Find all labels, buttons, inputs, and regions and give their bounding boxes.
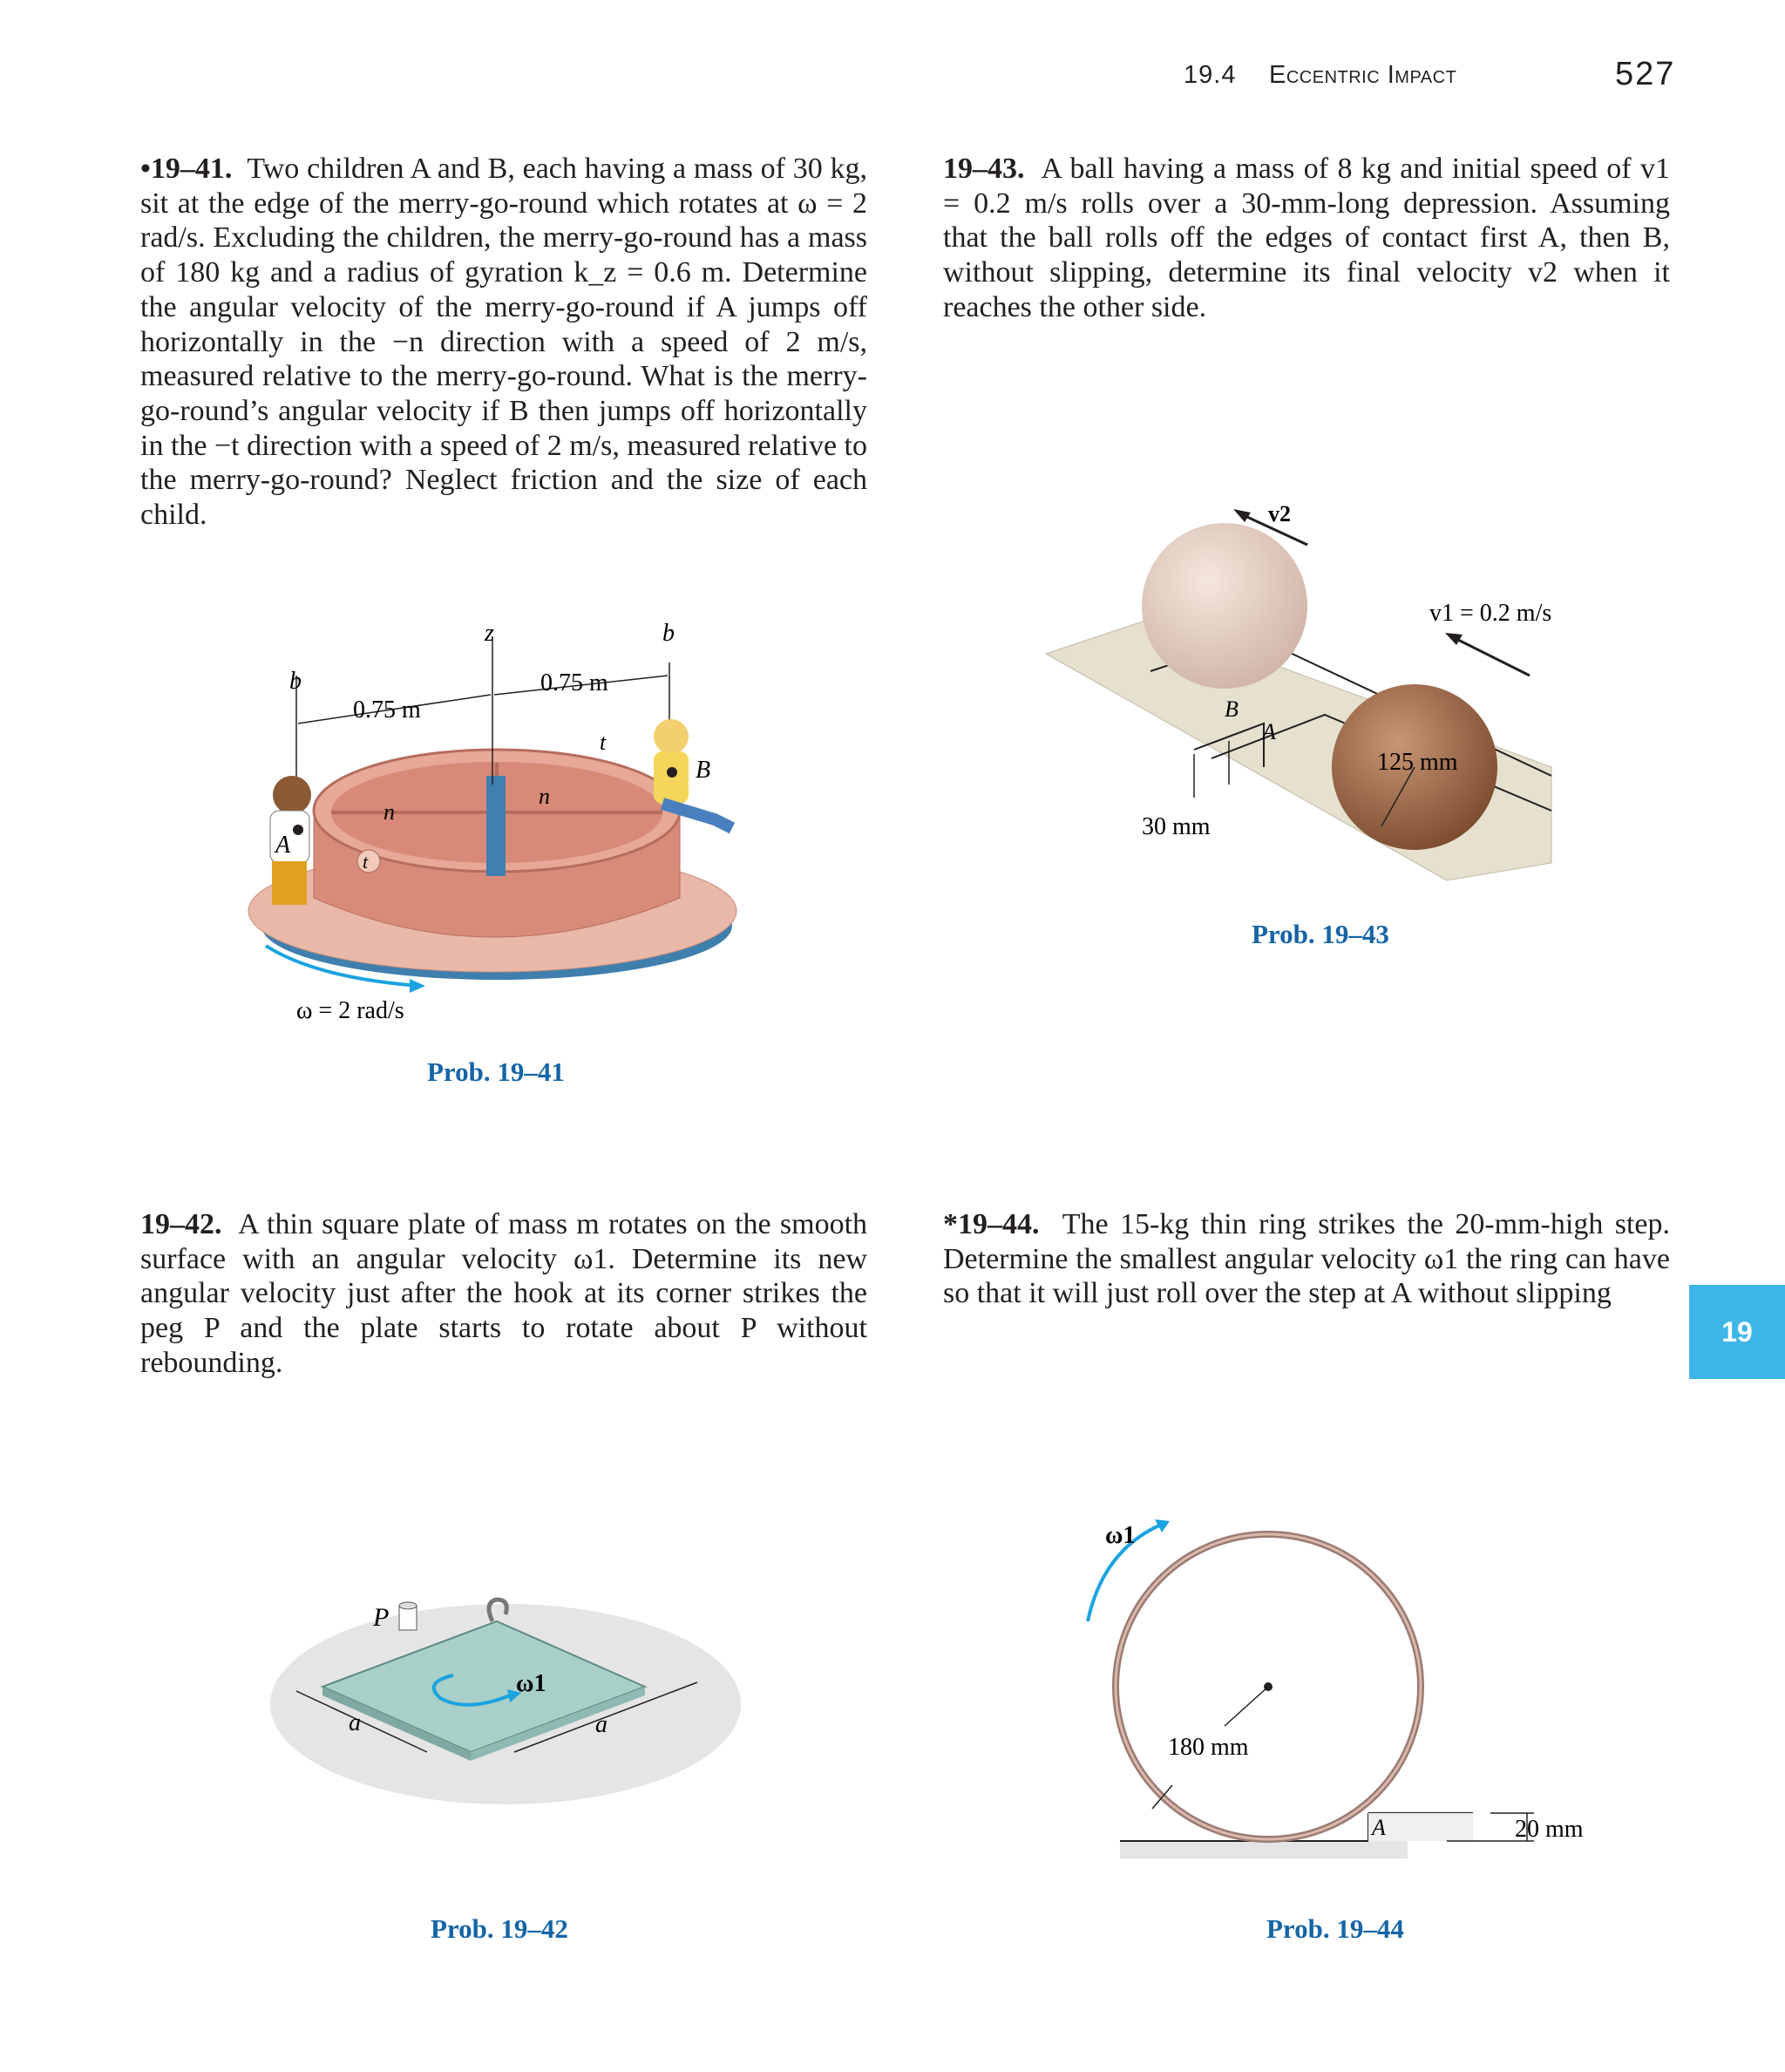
label-n-left: n	[383, 799, 395, 825]
label-omega: ω = 2 rad/s	[296, 997, 404, 1024]
label-v1: v1 = 0.2 m/s	[1429, 600, 1552, 627]
label-dim-right: 0.75 m	[540, 669, 608, 696]
v1-arrowhead	[1445, 633, 1463, 645]
label-180mm: 180 mm	[1168, 1734, 1249, 1761]
square-plate-figure	[261, 1595, 750, 1839]
label-z: z	[485, 620, 494, 647]
ball-final	[1142, 523, 1307, 689]
child-b-body	[654, 751, 689, 804]
caption-19-43: Prob. 19–43	[1252, 919, 1389, 949]
label-b-left: b	[289, 668, 302, 695]
problem-text: A ball having a mass of 8 kg and initial speed of v1 = 0.2 m/s rolls over a 30-mm-long depression. Assuming that the ball rolls off the edges of contact first A, then B, without slipping, determine its final velocity v2 when it reaches the other side.	[943, 153, 1671, 323]
label-30mm: 30 mm	[1142, 813, 1211, 840]
problem-id: •19–41.	[140, 153, 233, 185]
merry-go-round-figure	[244, 610, 767, 1029]
page-number: 527	[1615, 56, 1676, 92]
label-125mm: 125 mm	[1377, 749, 1458, 776]
ground-shadow	[1120, 1841, 1408, 1858]
problem-text: Two children A and B, each having a mass of 30 kg, sit at the edge of the merry-go-round which rotates at ω = 2 rad/s. Excluding the children, the merry-go-round has a mass of 180 kg and a radius of gyration k_z = 0.6 m. Determine the angular velocity of the merry-go-round if A jumps off horizontally in the −n direction with a speed of 2 m/s, measured relative to the merry-go-round. What is the merry-go-round’s angular velocity if B then jumps off horizontally in the −t direction with a speed of 2 m/s, measured relative to the merry-go-round? Neglect friction and the size of each child.	[140, 153, 867, 532]
omega-arrowhead	[410, 979, 425, 993]
label-A: A	[275, 832, 291, 859]
label-b-right: b	[662, 620, 675, 647]
label-P: P	[373, 1603, 390, 1632]
child-a-legs	[272, 861, 307, 905]
t-marker	[357, 850, 380, 873]
label-n-right: n	[539, 784, 550, 809]
child-a-point	[293, 825, 303, 835]
label-dim-left: 0.75 m	[353, 696, 421, 724]
chapter-tab[interactable]: 19	[1689, 1285, 1785, 1379]
label-omega1: ω1	[1105, 1522, 1136, 1549]
label-20mm: 20 mm	[1515, 1816, 1584, 1843]
child-b-point	[667, 767, 677, 778]
problem-19-41	[140, 152, 867, 533]
ring-step-figure	[1081, 1517, 1604, 1883]
radius-line	[1225, 1687, 1268, 1726]
problem-text: The 15-kg thin ring strikes the 20-mm-high step. Determine the smallest angular velocity ω1 the ring can have so that it will just roll over the step at A without slipping	[943, 1208, 1670, 1310]
peg-top	[399, 1602, 417, 1609]
caption-19-44: Prob. 19–44	[1266, 1913, 1404, 1944]
problem-19-43	[943, 152, 1670, 325]
problem-id: 19–43.	[943, 153, 1025, 185]
child-b-head	[654, 719, 689, 754]
caption-19-42: Prob. 19–42	[431, 1913, 568, 1944]
problem-19-42	[140, 1207, 867, 1381]
label-a-right: a	[595, 1711, 607, 1738]
label-B: B	[696, 757, 711, 784]
ball-depression-figure	[1037, 497, 1604, 898]
label-v2: v2	[1268, 501, 1291, 526]
label-omega1: ω1	[516, 1670, 546, 1697]
section-number: 19.4	[1184, 61, 1237, 89]
problem-id: 19–42.	[140, 1208, 222, 1240]
v2-arrowhead	[1233, 509, 1251, 522]
label-A: A	[1372, 1815, 1386, 1840]
problem-19-44	[943, 1207, 1670, 1311]
child-a-head	[273, 776, 311, 814]
caption-19-41: Prob. 19–41	[427, 1056, 565, 1087]
section-title: Eccentric Impact	[1269, 61, 1457, 89]
label-a-left: a	[349, 1709, 361, 1736]
label-B: B	[1225, 696, 1239, 722]
label-A: A	[1262, 719, 1276, 744]
problem-text: A thin square plate of mass m rotates on the smooth surface with an angular velocity ω1. Determine its new angular velocity just after the hook at its corner strikes the peg P and the plate starts to rotate about P without rebounding.	[140, 1208, 868, 1379]
label-t: t	[600, 730, 607, 755]
problem-id: *19–44.	[943, 1208, 1040, 1240]
v1-arrow	[1451, 636, 1530, 676]
center-pole	[486, 776, 506, 876]
label-t-marker: t	[363, 851, 369, 873]
